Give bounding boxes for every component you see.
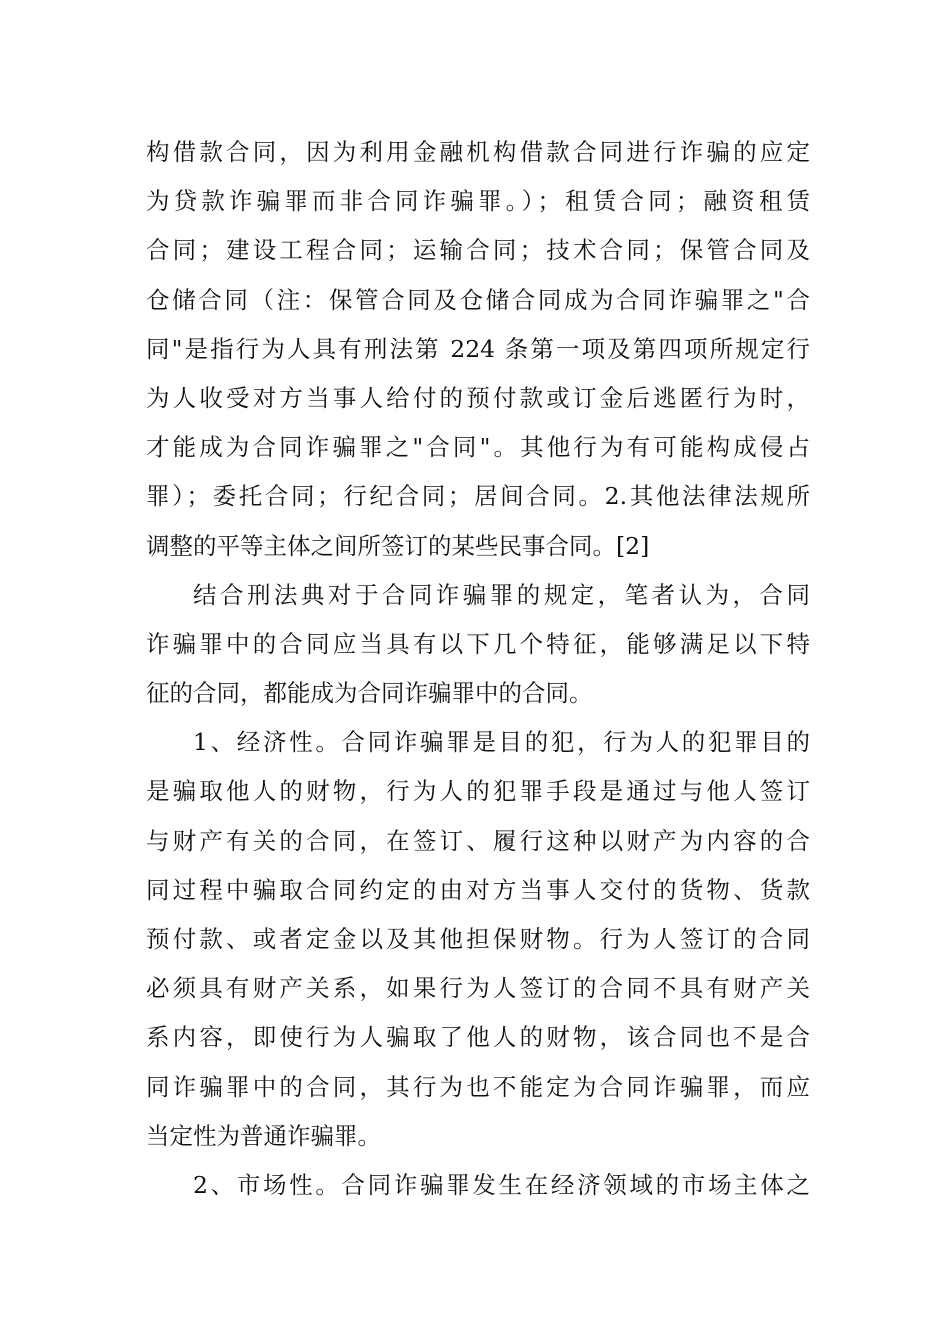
text-line: 诈骗罪中的合同应当具有以下几个特征，能够满足以下特 [146,629,810,658]
document-page [146,128,810,1210]
text-line: 1、经济性。合同诈骗罪是目的犯，行为人的犯罪目的 [193,728,810,757]
text-line: 为人收受对方当事人给付的预付款或订金后逃匿行为时， [146,383,810,412]
text-line: 当定性为普通诈骗罪。 [146,1121,381,1150]
text-line: 2、市场性。合同诈骗罪发生在经济领域的市场主体之 [193,1170,810,1199]
text-line: 构借款合同，因为利用金融机构借款合同进行诈骗的应定 [146,138,810,166]
text-line: 是骗取他人的财物，行为人的犯罪手段是通过与他人签订 [146,777,810,806]
paragraph-economic-nature [146,718,810,1161]
text-line: 才能成为合同诈骗罪之"合同"。其他行为有可能构成侵占 [146,433,810,462]
text-line: 系内容，即使行为人骗取了他人的财物，该合同也不是合 [146,1023,810,1052]
text-line: 同过程中骗取合同约定的由对方当事人交付的货物、货款 [146,875,810,904]
text-line: 仓储合同（注：保管合同及仓储合同成为合同诈骗罪之"合 [146,285,810,314]
text-line: 合同；建设工程合同；运输合同；技术合同；保管合同及 [146,236,810,265]
text-line: 罪）；委托合同；行纪合同；居间合同。2.其他法律法规所 [146,482,810,511]
paragraph-market-nature [146,1161,810,1210]
text-line: 征的合同，都能成为合同诈骗罪中的合同。 [146,679,593,708]
paragraph-contract-types [146,128,810,571]
text-line: 结合刑法典对于合同诈骗罪的规定，笔者认为，合同 [193,580,810,609]
text-line: 同"是指行为人具有刑法第 224 条第一项及第四项所规定行 [146,334,810,363]
text-line: 调整的平等主体之间所签订的某些民事合同。[2] [146,531,650,560]
text-line: 为贷款诈骗罪而非合同诈骗罪。）；租赁合同；融资租赁 [146,187,810,216]
paragraph-features-intro [146,571,810,719]
text-line: 必须具有财产关系，如果行为人签订的合同不具有财产关 [146,974,810,1003]
text-line: 同诈骗罪中的合同，其行为也不能定为合同诈骗罪，而应 [146,1072,810,1101]
text-line: 预付款、或者定金以及其他担保财物。行为人签订的合同 [146,925,810,953]
text-line: 与财产有关的合同，在签订、履行这种以财产为内容的合 [146,826,810,855]
